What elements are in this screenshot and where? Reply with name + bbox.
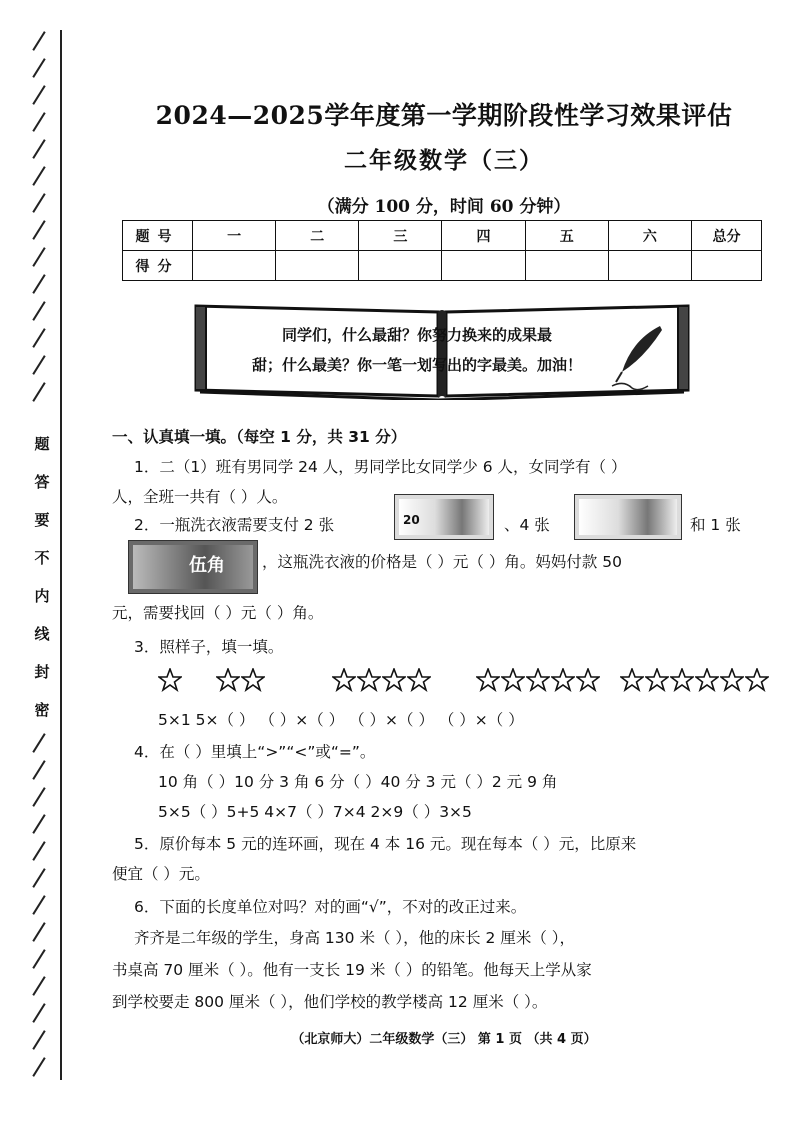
question-4-heading: 4．在（ ）里填上“>”“<”或“=”。 <box>134 743 376 761</box>
warning-char: 不 <box>34 549 50 567</box>
question-2-line-2: ，这瓶洗衣液的价格是（ ）元（ ）角。妈妈付款 50 <box>262 553 623 571</box>
star-icon <box>476 668 500 692</box>
score-cell[interactable] <box>442 251 525 281</box>
question-2-part-1: 2．一瓶洗衣液需要支付 2 张 <box>134 516 335 534</box>
question-1-line-2: 人，全班一共有（ ）人。 <box>112 488 288 506</box>
binding-slash <box>32 895 45 915</box>
binding-slash <box>32 733 45 753</box>
score-table-header-row <box>123 221 762 251</box>
star-icon <box>216 668 240 692</box>
binding-slash <box>32 922 45 942</box>
score-cell[interactable] <box>692 251 762 281</box>
star-icon <box>551 668 575 692</box>
banknote-5-jiao-image <box>128 540 258 594</box>
score-table-col: 六 <box>608 221 691 251</box>
question-6-heading: 6．下面的长度单位对吗？对的画“√”，不对的改正过来。 <box>134 898 527 916</box>
score-cell[interactable] <box>276 251 359 281</box>
score-table-col: 三 <box>359 221 442 251</box>
binding-slash <box>32 139 45 159</box>
warning-char: 答 <box>34 473 50 491</box>
question-4-row-1: 10 角（ ）10 分 3 角 6 分（ ）40 分 3 元（ ）2 元 9 角 <box>158 773 558 791</box>
star-icon <box>576 668 600 692</box>
score-table-col: 一 <box>193 221 276 251</box>
star-group-5 <box>476 668 601 694</box>
question-5-line-1: 5．原价每本 5 元的连环画，现在 4 本 16 元。现在每本（ ）元，比原来 <box>134 835 637 853</box>
binding-slash <box>32 868 45 888</box>
star-icon <box>501 668 525 692</box>
score-table-col: 二 <box>276 221 359 251</box>
exam-subtitle: 二年级数学（三） <box>344 147 544 174</box>
star-icon <box>407 668 431 692</box>
star-icon <box>645 668 669 692</box>
binding-line <box>60 30 62 1080</box>
question-1-line-1: 1．二（1）班有男同学 24 人，男同学比女同学少 6 人，女同学有（ ） <box>134 458 627 476</box>
star-icon <box>620 668 644 692</box>
warning-char: 题 <box>34 435 50 453</box>
star-group-1 <box>158 668 183 694</box>
binding-slash <box>32 112 45 132</box>
binding-strip <box>20 30 70 1090</box>
star-icon <box>745 668 769 692</box>
binding-slash <box>32 841 45 861</box>
star-icon <box>382 668 406 692</box>
binding-slash <box>32 976 45 996</box>
warning-char: 线 <box>34 625 50 643</box>
binding-slash <box>32 787 45 807</box>
banner-line: 同学们，什么最甜？你努力换来的成果最 <box>282 326 553 344</box>
binding-slash <box>32 220 45 240</box>
star-icon <box>241 668 265 692</box>
binding-slash <box>32 193 45 213</box>
score-table-score-row <box>123 251 762 281</box>
binding-slash <box>32 1030 45 1050</box>
page-footer: （北京师大）二年级数学（三） 第 1 页 （共 4 页） <box>291 1032 597 1047</box>
binding-slash <box>32 166 45 186</box>
binding-slash <box>32 1057 45 1077</box>
question-2-part-3: 和 1 张 <box>690 516 741 534</box>
star-icon <box>695 668 719 692</box>
encouragement-banner <box>192 300 692 400</box>
score-table-col: 五 <box>525 221 608 251</box>
banknote-1-yuan-image <box>574 494 682 540</box>
star-group-2 <box>216 668 266 694</box>
question-3-answers: 5×1 5×（ ） （ ）×（ ） （ ）×（ ） （ ）×（ ） <box>158 711 524 729</box>
star-icon <box>357 668 381 692</box>
star-icon <box>158 668 182 692</box>
warning-char: 密 <box>34 701 50 719</box>
binding-slash <box>32 814 45 834</box>
score-table-label: 得分 <box>123 251 193 281</box>
binding-slash <box>32 274 45 294</box>
score-table <box>122 220 762 281</box>
star-icon <box>332 668 356 692</box>
score-cell[interactable] <box>359 251 442 281</box>
binding-slash <box>32 1003 45 1023</box>
banner-line: 甜；什么最美？你一笔一划写出的字最美。加油！ <box>252 356 583 374</box>
binding-slash <box>32 58 45 78</box>
star-group-6 <box>620 668 770 694</box>
binding-slash <box>32 247 45 267</box>
banner-text <box>252 320 632 380</box>
score-cell[interactable] <box>193 251 276 281</box>
star-icon <box>526 668 550 692</box>
score-table-label: 题号 <box>123 221 193 251</box>
warning-char: 要 <box>34 511 50 529</box>
binding-slash <box>32 301 45 321</box>
binding-slash <box>32 382 45 402</box>
banknote-20-yuan-image <box>394 494 494 540</box>
binding-slash <box>32 760 45 780</box>
question-5-line-2: 便宜（ ）元。 <box>112 865 210 883</box>
question-3-heading: 3．照样子，填一填。 <box>134 638 284 656</box>
section-heading: 一、认真填一填。（每空 1 分，共 31 分） <box>112 428 407 446</box>
warning-char: 封 <box>34 663 50 681</box>
question-2-part-2: 、4 张 <box>504 516 550 534</box>
binding-slash <box>32 85 45 105</box>
question-4-row-2: 5×5（ ）5+5 4×7（ ）7×4 2×9（ ）3×5 <box>158 803 472 821</box>
star-group-4 <box>332 668 432 694</box>
star-icon <box>720 668 744 692</box>
question-6-line-1: 齐齐是二年级的学生，身高 130 米（ ），他的床长 2 厘米（ ）， <box>134 929 576 947</box>
score-info: （满分 100 分，时间 60 分钟） <box>317 197 571 217</box>
binding-slash <box>32 355 45 375</box>
binding-slash <box>32 949 45 969</box>
exam-title: 2024—2025学年度第一学期阶段性学习效果评估 <box>155 101 733 130</box>
question-6-line-3: 到学校要走 800 厘米（ ），他们学校的教学楼高 12 厘米（ ）。 <box>112 993 548 1011</box>
score-cell[interactable] <box>525 251 608 281</box>
banknote-value: 伍角 <box>189 555 225 576</box>
score-cell[interactable] <box>608 251 691 281</box>
binding-slash <box>32 328 45 348</box>
binding-warning <box>30 425 54 729</box>
question-2-line-3: 元，需要找回（ ）元（ ）角。 <box>112 604 324 622</box>
score-table-col: 四 <box>442 221 525 251</box>
banknote-value: 20 <box>403 513 420 527</box>
question-6-line-2: 书桌高 70 厘米（ ）。他有一支长 19 米（ ）的铅笔。他每天上学从家 <box>112 961 592 979</box>
exam-page <box>112 0 776 1123</box>
warning-char: 内 <box>34 587 50 605</box>
binding-slash <box>32 31 45 51</box>
score-table-col: 总分 <box>692 221 762 251</box>
star-icon <box>670 668 694 692</box>
